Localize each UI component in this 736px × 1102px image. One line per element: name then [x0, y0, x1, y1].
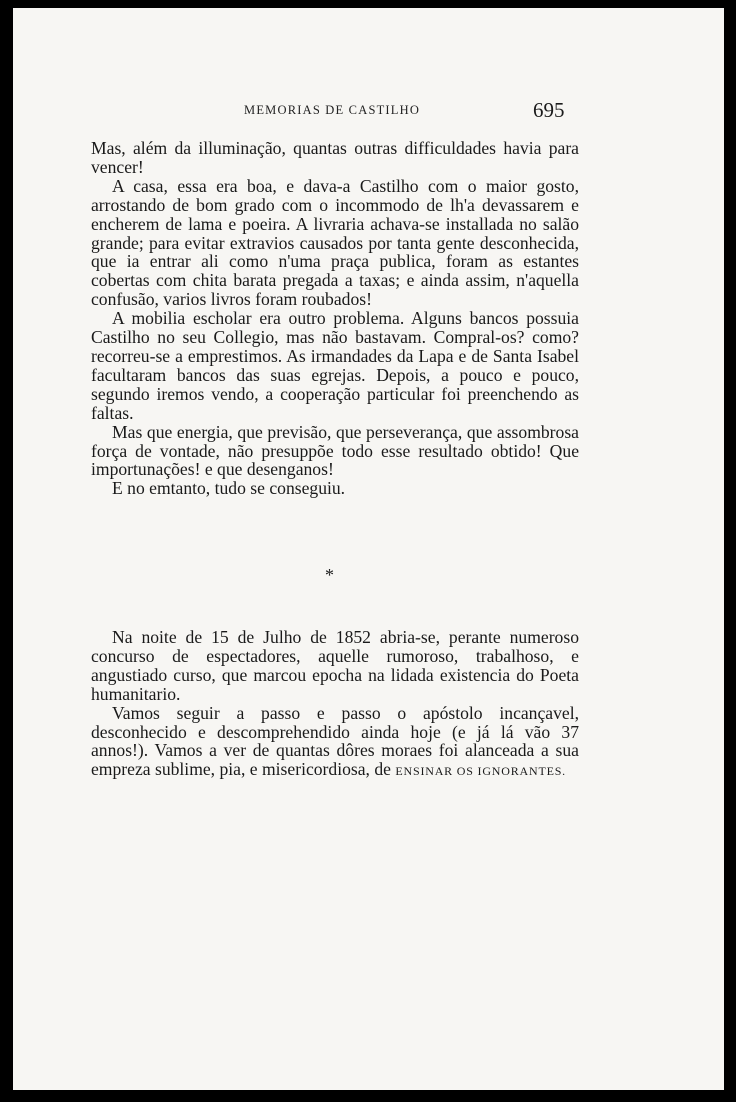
running-header: [13, 100, 724, 124]
text-block-lower: [91, 628, 579, 781]
paragraph: A mobilia escholar era outro problema. Alguns bancos possuia Castilho no seu Collegio, mas não bastavam. Compral-os? como? recorreu-se a emprestimos. As irmandades da Lapa e de Santa Isabel facultaram bancos das suas egrejas. Depois, a pouco e pouco, segundo iremos vendo, a cooperação particular foi preenchendo as faltas.: [91, 308, 579, 423]
paragraph: Na noite de 15 de Julho de 1852 abria-se, perante numeroso concurso de espectadores, aquelle rumoroso, trabalhoso, e angustiado curso, que marcou epocha na lidada existencia do Poeta humanitario.: [91, 627, 579, 704]
final-paragraph-text: Vamos seguir a passo e passo o apóstolo incançavel, desconhecido e descomprehendido ainda hoje (e já lá vão 37 annos!). Vamos a ver de quantas dôres moraes foi alanceada a sua empreza sublime, pia, e misericordiosa, de: [91, 702, 579, 780]
book-page: [13, 8, 724, 1090]
text-block-upper: [91, 139, 579, 498]
paragraph: A casa, essa era boa, e dava-a Castilho com o maior gosto, arrostando de bom grado com o incommodo de lh'a devassarem e encherem de lama e poeira. A livraria achava-se installada no salão grande; para evitar extravios causados por tanta gente desconhecida, que ia entrar ali como n'uma praça publica, foram as estantes cobertas com chita barata pregada a taxas; e ainda assim, n'aquella confusão, varios livros foram roubados!: [91, 175, 579, 310]
section-separator: *: [325, 565, 334, 585]
page-number: 695: [533, 98, 565, 122]
paragraph: E no emtanto, tudo se conseguiu.: [112, 478, 346, 499]
running-title: MEMORIAS DE CASTILHO: [244, 103, 421, 117]
final-paragraph: [91, 704, 579, 782]
paragraph: Mas que energia, que previsão, que perseverança, que assombrosa força de vontade, não presuppõe todo esse resultado obtido! Que importunações! e que desenganos!: [91, 421, 579, 480]
smallcaps-phrase: ENSINAR OS IGNORANTES.: [395, 764, 566, 779]
paragraph: Mas, além da illuminação, quantas outras difficuldades havia para vencer!: [91, 138, 579, 177]
